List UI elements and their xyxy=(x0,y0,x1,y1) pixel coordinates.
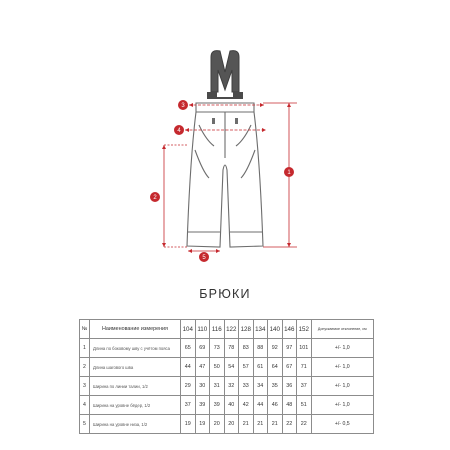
header-size: 122 xyxy=(224,320,239,339)
row-value: 37 xyxy=(181,396,196,415)
marker-1 xyxy=(284,167,294,177)
row-num: 1 xyxy=(80,339,90,358)
table-row xyxy=(80,358,374,377)
row-value: 78 xyxy=(224,339,239,358)
row-desc: Ширина по линии талии, 1/2 xyxy=(90,377,181,396)
row-value: 36 xyxy=(282,377,297,396)
row-tolerance: +/- 1,0 xyxy=(311,377,374,396)
header-size: 110 xyxy=(195,320,210,339)
header-measurement-name: Наименование измерения xyxy=(90,320,181,339)
row-desc: Ширина на уровне низа, 1/2 xyxy=(90,415,181,434)
table-row xyxy=(80,339,374,358)
row-value: 31 xyxy=(210,377,225,396)
svg-text:5: 5 xyxy=(202,255,206,262)
row-value: 61 xyxy=(253,358,268,377)
row-value: 37 xyxy=(297,377,312,396)
row-tolerance: +/- 1,0 xyxy=(311,358,374,377)
row-tolerance: +/- 1,0 xyxy=(311,339,374,358)
row-value: 92 xyxy=(268,339,283,358)
row-value: 32 xyxy=(224,377,239,396)
header-size: 140 xyxy=(268,320,283,339)
header-tolerance: Допускаемое отклонение, см xyxy=(311,320,374,339)
row-value: 22 xyxy=(297,415,312,434)
row-num: 3 xyxy=(80,377,90,396)
marker-2 xyxy=(150,192,160,202)
row-value: 67 xyxy=(282,358,297,377)
row-value: 65 xyxy=(181,339,196,358)
svg-text:1: 1 xyxy=(287,170,291,177)
header-size: 152 xyxy=(297,320,312,339)
row-value: 21 xyxy=(239,415,254,434)
row-num: 4 xyxy=(80,396,90,415)
row-tolerance: +/- 0,5 xyxy=(311,415,374,434)
marker-4 xyxy=(174,125,184,135)
marker-5 xyxy=(199,252,209,262)
svg-text:2: 2 xyxy=(153,195,157,202)
table-header-row xyxy=(80,320,374,339)
row-value: 21 xyxy=(268,415,283,434)
row-value: 83 xyxy=(239,339,254,358)
row-value: 19 xyxy=(181,415,196,434)
row-value: 50 xyxy=(210,358,225,377)
row-value: 101 xyxy=(297,339,312,358)
header-size: 128 xyxy=(239,320,254,339)
row-value: 29 xyxy=(181,377,196,396)
svg-text:4: 4 xyxy=(177,128,181,135)
row-value: 19 xyxy=(195,415,210,434)
row-value: 44 xyxy=(253,396,268,415)
row-value: 40 xyxy=(224,396,239,415)
row-value: 35 xyxy=(268,377,283,396)
row-value: 21 xyxy=(253,415,268,434)
product-title: БРЮКИ xyxy=(199,287,251,301)
pants-outline xyxy=(187,103,263,247)
row-value: 20 xyxy=(210,415,225,434)
suspender-straps xyxy=(207,51,243,99)
row-value: 22 xyxy=(282,415,297,434)
row-desc: Длина по боковому шву с учётом пояса xyxy=(90,339,181,358)
row-value: 39 xyxy=(195,396,210,415)
row-desc: Длина шагового шва xyxy=(90,358,181,377)
row-num: 5 xyxy=(80,415,90,434)
row-value: 48 xyxy=(282,396,297,415)
row-value: 69 xyxy=(195,339,210,358)
header-size: 146 xyxy=(282,320,297,339)
row-value: 46 xyxy=(268,396,283,415)
header-size: 104 xyxy=(181,320,196,339)
table-row xyxy=(80,377,374,396)
row-value: 71 xyxy=(297,358,312,377)
svg-text:3: 3 xyxy=(181,103,185,110)
table-row xyxy=(80,396,374,415)
row-value: 64 xyxy=(268,358,283,377)
row-value: 57 xyxy=(239,358,254,377)
header-num: № xyxy=(80,320,90,339)
row-num: 2 xyxy=(80,358,90,377)
row-value: 20 xyxy=(224,415,239,434)
table-row xyxy=(80,415,374,434)
row-value: 51 xyxy=(297,396,312,415)
header-size: 134 xyxy=(253,320,268,339)
row-value: 73 xyxy=(210,339,225,358)
row-value: 39 xyxy=(210,396,225,415)
size-chart-table xyxy=(79,319,374,434)
row-value: 33 xyxy=(239,377,254,396)
row-desc: Ширина на уровне бёдер, 1/2 xyxy=(90,396,181,415)
row-tolerance: +/- 1,0 xyxy=(311,396,374,415)
row-value: 88 xyxy=(253,339,268,358)
row-value: 30 xyxy=(195,377,210,396)
marker-3 xyxy=(178,100,188,110)
row-value: 54 xyxy=(224,358,239,377)
row-value: 97 xyxy=(282,339,297,358)
header-size: 116 xyxy=(210,320,225,339)
row-value: 34 xyxy=(253,377,268,396)
row-value: 47 xyxy=(195,358,210,377)
row-value: 44 xyxy=(181,358,196,377)
row-value: 42 xyxy=(239,396,254,415)
